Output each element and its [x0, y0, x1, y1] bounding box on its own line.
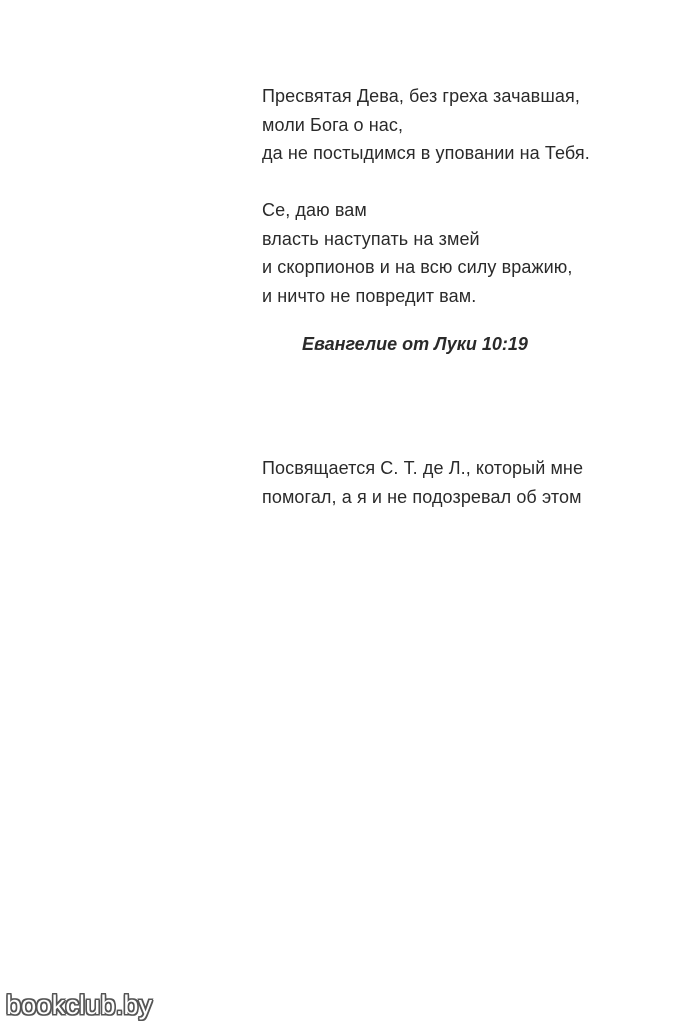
site-watermark: bookclub.by [6, 990, 153, 1020]
verse-line: и ничто не повредит вам. [262, 285, 477, 306]
verse-line: и скорпионов и на всю силу вражию, [262, 257, 573, 277]
verse-line: Се, даю вам [262, 200, 367, 220]
scripture-epigraph [262, 196, 682, 310]
verse-line: власть наступать на змей [262, 228, 480, 249]
scripture-citation: Евангелие от Луки 10:19 [302, 334, 528, 354]
prayer-epigraph [262, 82, 682, 168]
prayer-line: да не постыдимся в уповании на Тебя. [262, 143, 590, 163]
dedication-line: помогал, а я и не подозревал об этом [262, 486, 582, 507]
dedication-line: Посвящается С. Т. де Л., который мне [262, 458, 584, 478]
prayer-line: моли Бога о нас, [262, 114, 404, 135]
dedication [262, 454, 682, 511]
prayer-line: Пресвятая Дева, без греха зачавшая, [262, 86, 580, 106]
